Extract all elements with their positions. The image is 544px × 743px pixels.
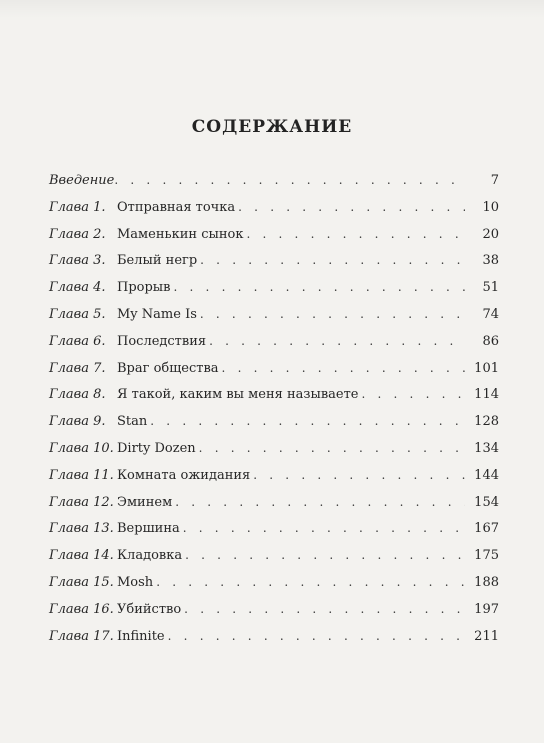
toc-entry xyxy=(49,521,499,548)
chapter-title: Я такой, каким вы меня называете xyxy=(117,387,359,403)
toc-entry xyxy=(49,307,499,334)
chapter-title: Белый негр xyxy=(117,253,198,269)
page-number: 7 xyxy=(490,173,499,188)
toc-entry xyxy=(49,548,499,575)
page-number: 134 xyxy=(474,440,499,456)
toc-entry xyxy=(49,468,499,495)
toc-entry xyxy=(49,280,499,307)
chapter-title: Mosh xyxy=(117,574,154,590)
dot-leader xyxy=(238,200,465,214)
dot-leader xyxy=(361,387,465,401)
page-number: 114 xyxy=(474,387,499,403)
chapter-title: Маменькин сынок xyxy=(117,226,244,242)
toc-entry xyxy=(49,602,499,629)
table-of-contents xyxy=(49,173,499,655)
chapter-title: Stan xyxy=(117,414,148,430)
chapter-number: Глава 8. xyxy=(49,387,106,403)
chapter-title: Infinite xyxy=(117,628,165,644)
chapter-number: Глава 12. xyxy=(49,494,114,510)
dot-leader xyxy=(199,441,465,455)
chapter-title: Dirty Dozen xyxy=(117,440,196,456)
chapter-number: Глава 5. xyxy=(49,306,106,322)
page-number: 175 xyxy=(474,548,499,564)
chapter-number: Глава 4. xyxy=(49,280,106,296)
toc-entry xyxy=(49,387,499,414)
intro-label: Введение xyxy=(49,173,115,188)
chapter-number: Глава 14. xyxy=(49,548,114,564)
dot-leader xyxy=(175,495,465,509)
chapter-number: Глава 11. xyxy=(49,467,114,483)
page-number: 51 xyxy=(482,280,499,296)
chapter-title: Враг общества xyxy=(117,360,219,376)
dot-leader xyxy=(253,468,465,482)
chapter-number: Глава 13. xyxy=(49,521,114,537)
chapter-number: Глава 1. xyxy=(49,199,106,215)
dot-leader xyxy=(184,602,465,616)
toc-entry xyxy=(49,414,499,441)
chapter-number: Глава 9. xyxy=(49,414,106,430)
chapter-number: Глава 2. xyxy=(49,226,106,242)
chapter-title: Эминем xyxy=(117,494,173,510)
page-number: 101 xyxy=(474,360,499,376)
chapter-number: Глава 3. xyxy=(49,253,106,269)
toc-entry xyxy=(49,361,499,388)
dot-leader xyxy=(200,307,465,321)
page-number: 74 xyxy=(482,306,499,322)
toc-entry xyxy=(49,441,499,468)
dot-leader xyxy=(209,334,465,348)
dot-leader xyxy=(200,253,465,267)
page-number: 144 xyxy=(474,467,499,483)
chapter-title: Последствия xyxy=(117,333,207,349)
page-number: 128 xyxy=(474,414,499,430)
dot-leader xyxy=(173,280,465,294)
page-number: 211 xyxy=(474,628,499,644)
dot-leader xyxy=(222,361,465,375)
dot-leader xyxy=(168,629,465,643)
chapter-number: Глава 16. xyxy=(49,601,114,617)
page-number: 188 xyxy=(474,574,499,590)
toc-entry xyxy=(49,200,499,227)
page-number: 38 xyxy=(482,253,499,269)
chapter-number: Глава 7. xyxy=(49,360,106,376)
toc-entry xyxy=(49,334,499,361)
page-number: 197 xyxy=(474,601,499,617)
chapter-title: Прорыв xyxy=(117,280,171,296)
chapter-title: Вершина xyxy=(117,521,180,537)
chapter-title: Убийство xyxy=(117,601,182,617)
toc-entry xyxy=(49,253,499,280)
dot-leader xyxy=(114,173,465,187)
dot-leader xyxy=(246,227,465,241)
chapter-title: My Name Is xyxy=(117,306,197,322)
page-number: 86 xyxy=(482,333,499,349)
chapter-number: Глава 15. xyxy=(49,574,114,590)
dot-leader xyxy=(156,575,465,589)
dot-leader xyxy=(185,548,465,562)
page-number: 10 xyxy=(482,199,499,215)
chapter-title: Отправная точка xyxy=(117,199,236,215)
chapter-number: Глава 17. xyxy=(49,628,114,644)
toc-entry xyxy=(49,629,499,656)
dot-leader xyxy=(183,521,465,535)
chapter-number: Глава 10. xyxy=(49,440,114,456)
page-number: 20 xyxy=(482,226,499,242)
toc-entry xyxy=(49,227,499,254)
chapter-number: Глава 6. xyxy=(49,333,106,349)
chapter-title: Кладовка xyxy=(117,548,183,564)
dot-leader xyxy=(150,414,465,428)
toc-entry xyxy=(49,495,499,522)
chapter-title: Комната ожидания xyxy=(117,467,251,483)
page-title: СОДЕРЖАНИЕ xyxy=(191,117,353,137)
toc-entry xyxy=(49,575,499,602)
page-number: 167 xyxy=(474,521,499,537)
toc-entry-intro xyxy=(49,173,499,200)
page-number: 154 xyxy=(474,494,499,510)
